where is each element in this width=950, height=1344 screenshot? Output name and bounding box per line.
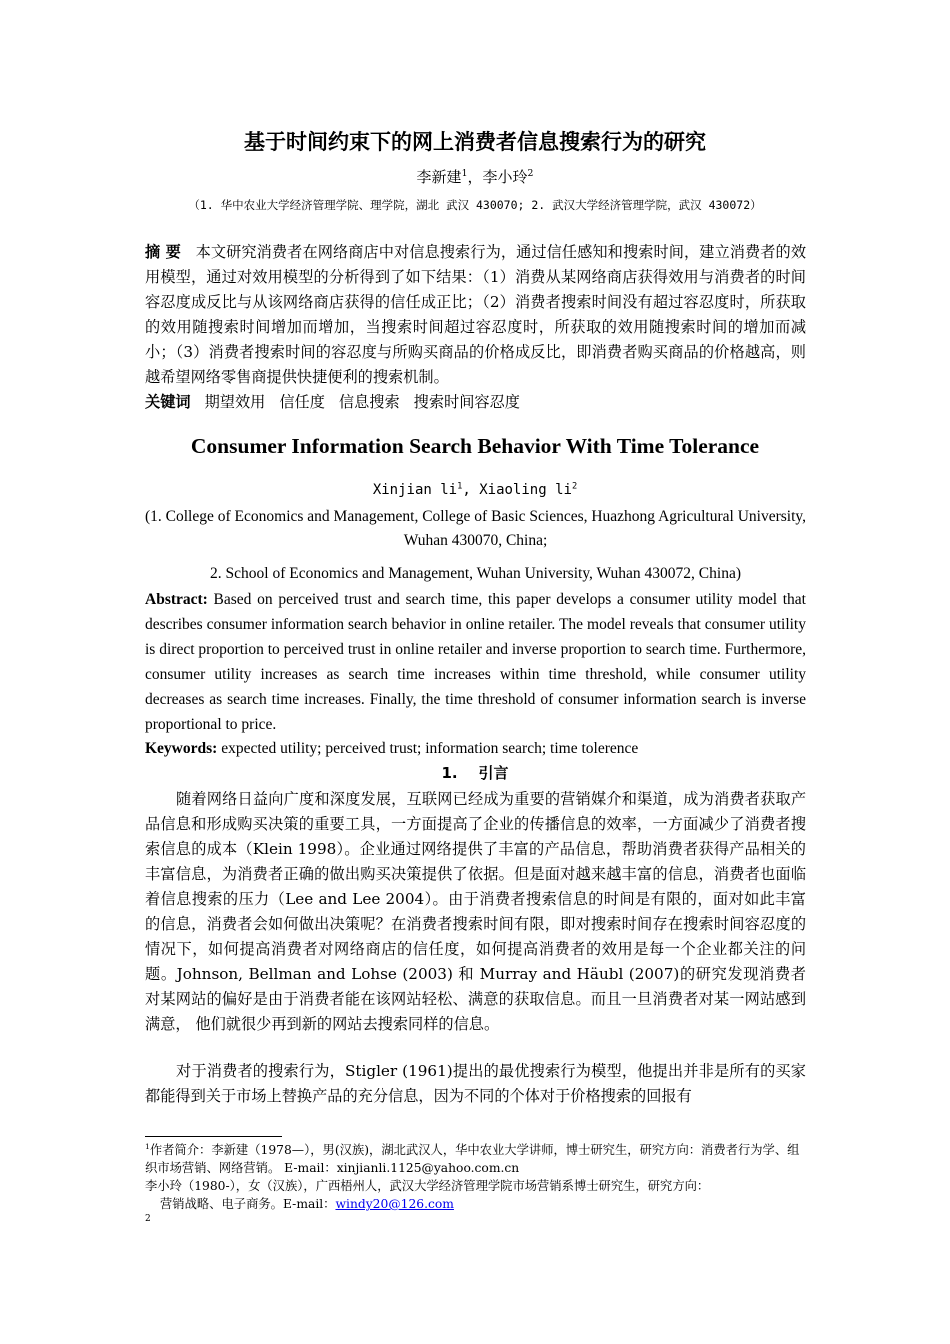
chinese-abstract-text: 本文研究消费者在网络商店中对信息搜索行为，通过信任感知和搜索时间，建立消费者的效用模型，通过对效用模型的分析得到了如下结果：（1）消费从某网络商店获得效用与消费者的时间容忍度成反比与从该网络商店获得的信任成正比；（2）消费者搜索时间没有超过容忍度时，所获取的效用随搜索时间增加而增加，当搜索时间超过容忍度时，所获取的效用随搜索时间的增加而减小；（3）消费者搜索时间的容忍度与所购买商品的价格成反比，即消费者购买商品的价格越高，则越希望网络零售商提供快捷便利的搜索机制。: [145, 243, 807, 386]
author-2-en: Xiaoling li: [479, 482, 572, 498]
email-link[interactable]: windy20@126.com: [335, 1197, 454, 1211]
chinese-affiliation: （1. 华中农业大学经济管理学院、理学院，湖北 武汉 430070; 2. 武汉大学经济管理学院，武汉 430072）: [188, 198, 762, 212]
footnote-2: [145, 1177, 810, 1213]
chinese-title: 基于时间约束下的网上消费者信息搜索行为的研究: [244, 130, 706, 154]
author-2-cn: 李小玲: [482, 168, 528, 186]
keyword-item: 信任度: [279, 393, 325, 411]
footnote-1-mark: 1: [145, 1141, 150, 1151]
keyword-item: 期望效用: [204, 393, 266, 411]
body-paragraph-2: [145, 1059, 806, 1109]
chinese-authors: [0, 166, 950, 187]
footnote-1-text: 作者简介：李新建（1978—），男(汉族)，湖北武汉人，华中农业大学讲师，博士研究生，研究方向：消费者行为学、组织市场营销、网络营销。 E-mail：xinjianli.1125@yahoo.com.cn: [145, 1143, 800, 1175]
footnote-2-text: 李小玲（1980-），女（汉族），广西梧州人，武汉大学经济管理学院市场营销系博士研究生，研究方向：: [145, 1179, 710, 1193]
author-2-en-sup: 2: [571, 481, 578, 492]
keyword-item: 搜索时间容忍度: [413, 393, 520, 411]
chinese-keywords-label: 关键词: [145, 393, 191, 411]
author-1-en: Xinjian li: [372, 482, 458, 498]
author-2-cn-sup: 2: [527, 168, 534, 179]
author-separator-cn: ，: [467, 168, 483, 186]
english-authors: [0, 482, 950, 498]
footnote-divider: [145, 1136, 282, 1137]
english-affiliation-1: (1. College of Economics and Management, College of Basic Sciences, Huazhong Agricultural University, Wuhan 430070, China;: [145, 508, 807, 549]
body-paragraph-2-text: 对于消费者的搜索行为，Stigler (1961)提出的最优搜索行为模型，他提出并非是所有的买家都能得到关于市场上替换产品的充分信息，因为不同的个体对于价格搜索的回报有: [145, 1062, 806, 1105]
body-paragraph-1: [145, 787, 806, 1037]
author-1-cn: 李新建: [416, 168, 462, 186]
footnote-1: [145, 1141, 810, 1177]
author-separator-en: ,: [462, 482, 480, 498]
footnote-2-continuation: 营销战略、电子商务。E-mail：: [160, 1197, 336, 1211]
english-abstract-text: Based on perceived trust and search time, this paper develops a consumer utility model that describes consumer information search behavior in online retailer. The model reveals that consumer utility is direct proportion to perceived trust in online retailer and inverse proportion to search time. Furthermore, consumer utility increases as search time increases within time threshold, while consumer utility decreases as search time increases. Finally, the time threshold of consumer information search is inverse proportional to price.: [145, 591, 806, 733]
chinese-abstract: [145, 240, 806, 390]
english-keywords-text: expected utility; perceived trust; information search; time tolerence: [217, 740, 639, 757]
author-1-en-sup: 1: [457, 481, 463, 492]
keyword-item: 信息搜索: [338, 393, 400, 411]
footnote-3-mark: 2: [145, 1214, 151, 1224]
english-affiliation-2: 2. School of Economics and Management, Wuhan University, Wuhan 430072, China): [210, 565, 741, 582]
chinese-abstract-label: 摘 要: [145, 243, 181, 261]
chinese-keywords: [145, 390, 806, 415]
english-keywords-label: Keywords:: [145, 740, 218, 757]
english-title: Consumer Information Search Behavior With Time Tolerance: [190, 434, 760, 458]
english-abstract: [145, 587, 806, 737]
section-heading-introduction: 1. 引言: [441, 764, 509, 782]
english-keywords: [145, 736, 806, 761]
body-paragraph-1-text: 随着网络日益向广度和深度发展，互联网已经成为重要的营销媒介和渠道，成为消费者获取产品信息和形成购买决策的重要工具，一方面提高了企业的传播信息的效率，一方面减少了消费者搜索信息的成本（Klein 1998）。企业通过网络提供了丰富的产品信息，帮助消费者获得产品相关的丰富信息，为消费者正确的做出购买决策提供了依据。但是面对越来越丰富的信息，消费者也面临着信息搜索的压力（Lee and Lee 2004）。由于消费者搜索信息的时间是有限的，面对如此丰富的信息，消费者会如何做出决策呢？在消费者搜索时间有限，即对搜索时间存在搜索时间容忍度的情况下，如何提高消费者对网络商店的信任度，如何提高消费者的效用是每一个企业都关注的问题。Johnson, Bellman and Lohse (2003) 和 Murray and Häubl (2007)的研究发现消费者对某网站的偏好是由于消费者能在该网站轻松、满意的获取信息。而且一旦消费者对某一网站感到满意， 他们就很少再到新的网站去搜索同样的信息。: [145, 790, 806, 1033]
author-1-cn-sup: 1: [461, 168, 468, 179]
english-abstract-label: Abstract:: [145, 591, 208, 608]
